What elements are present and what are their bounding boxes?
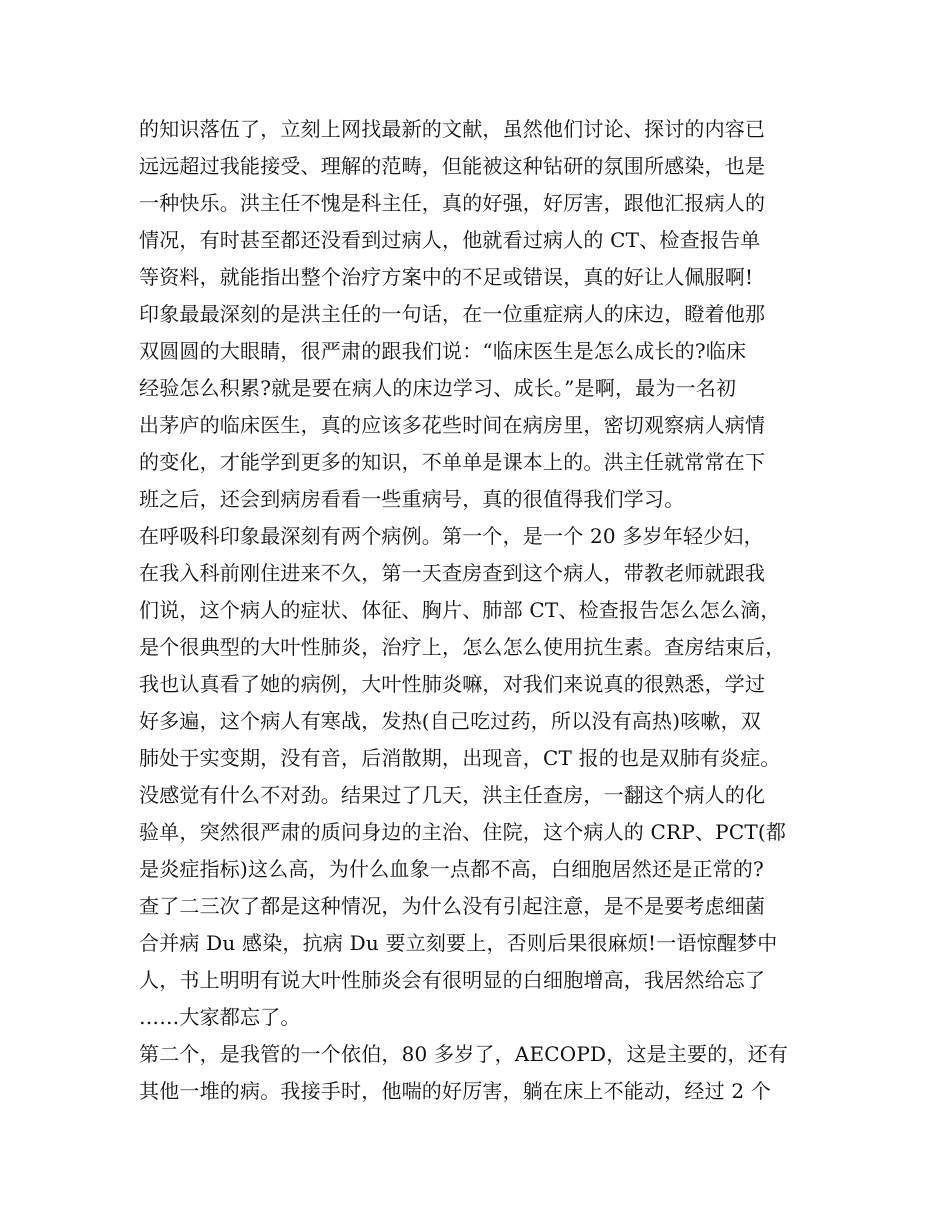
text-line: 印象最最深刻的是洪主任的一句话，在一位重症病人的床边，瞪着他那 xyxy=(139,302,766,326)
text-line: 的变化，才能学到更多的知识，不单单是课本上的。洪主任就常常在下 xyxy=(139,450,766,474)
text-line: 是个很典型的大叶性肺炎，治疗上，怎么怎么使用抗生素。查房结束后， xyxy=(139,635,786,659)
text-line: 出茅庐的临床医生，真的应该多花些时间在病房里，密切观察病人病情 xyxy=(139,413,766,437)
body-text xyxy=(139,111,819,1110)
text-line: 们说，这个病人的症状、体征、胸片、肺部 CT、检查报告怎么怎么滴， xyxy=(139,598,781,622)
text-line: 好多遍，这个病人有寒战，发热(自己吃过药，所以没有高热)咳嗽，双 xyxy=(139,709,762,733)
text-line: ……大家都忘了。 xyxy=(139,1005,301,1029)
text-line: 没感觉有什么不对劲。结果过了几天，洪主任查房，一翻这个病人的化 xyxy=(139,783,766,807)
text-line: 远远超过我能接受、理解的范畴，但能被这种钻研的氛围所感染，也是 xyxy=(139,154,766,178)
text-line: 肺处于实变期，没有音，后消散期，出现音，CT 报的也是双肺有炎症。 xyxy=(139,746,781,770)
text-line: 情况，有时甚至都还没看到过病人，他就看过病人的 CT、检查报告单 xyxy=(139,228,761,252)
text-line: 验单，突然很严肃的质问身边的主治、住院，这个病人的 CRP、PCT(都 xyxy=(139,820,787,844)
text-line: 我也认真看了她的病例，大叶性肺炎嘛，对我们来说真的很熟悉，学过 xyxy=(139,672,766,696)
text-line: 在我入科前刚住进来不久，第一天查房查到这个病人，带教老师就跟我 xyxy=(139,561,766,585)
text-line: 的知识落伍了，立刻上网找最新的文献，虽然他们讨论、探讨的内容已 xyxy=(139,117,766,141)
text-line: 人，书上明明有说大叶性肺炎会有很明显的白细胞增高，我居然给忘了 xyxy=(139,968,766,992)
text-line: 班之后，还会到病房看看一些重病号，真的很值得我们学习。 xyxy=(139,487,685,511)
text-line: 第二个，是我管的一个依伯，80 多岁了，AECOPD，这是主要的，还有 xyxy=(139,1042,789,1066)
text-line: 一种快乐。洪主任不愧是科主任，真的好强，好厉害，跟他汇报病人的 xyxy=(139,191,766,215)
text-line: 其他一堆的病。我接手时，他喘的好厉害，躺在床上不能动，经过 2 个 xyxy=(139,1079,772,1103)
text-line: 经验怎么积累?就是要在病人的床边学习、成长。”是啊，最为一名初 xyxy=(139,376,737,400)
text-line: 双圆圆的大眼睛，很严肃的跟我们说：“临床医生是怎么成长的?临床 xyxy=(139,339,747,363)
text-line: 合并病 Du 感染，抗病 Du 要立刻要上，否则后果很麻烦!一语惊醒梦中 xyxy=(139,931,778,955)
text-line: 查了二三次了都是这种情况，为什么没有引起注意，是不是要考虑细菌 xyxy=(139,894,766,918)
text-line: 在呼吸科印象最深刻有两个病例。第一个，是一个 20 多岁年轻少妇， xyxy=(139,524,764,548)
text-line: 是炎症指标)这么高，为什么血象一点都不高，白细胞居然还是正常的? xyxy=(139,857,764,881)
text-line: 等资料，就能指出整个治疗方案中的不足或错误，真的好让人佩服啊! xyxy=(139,265,754,289)
